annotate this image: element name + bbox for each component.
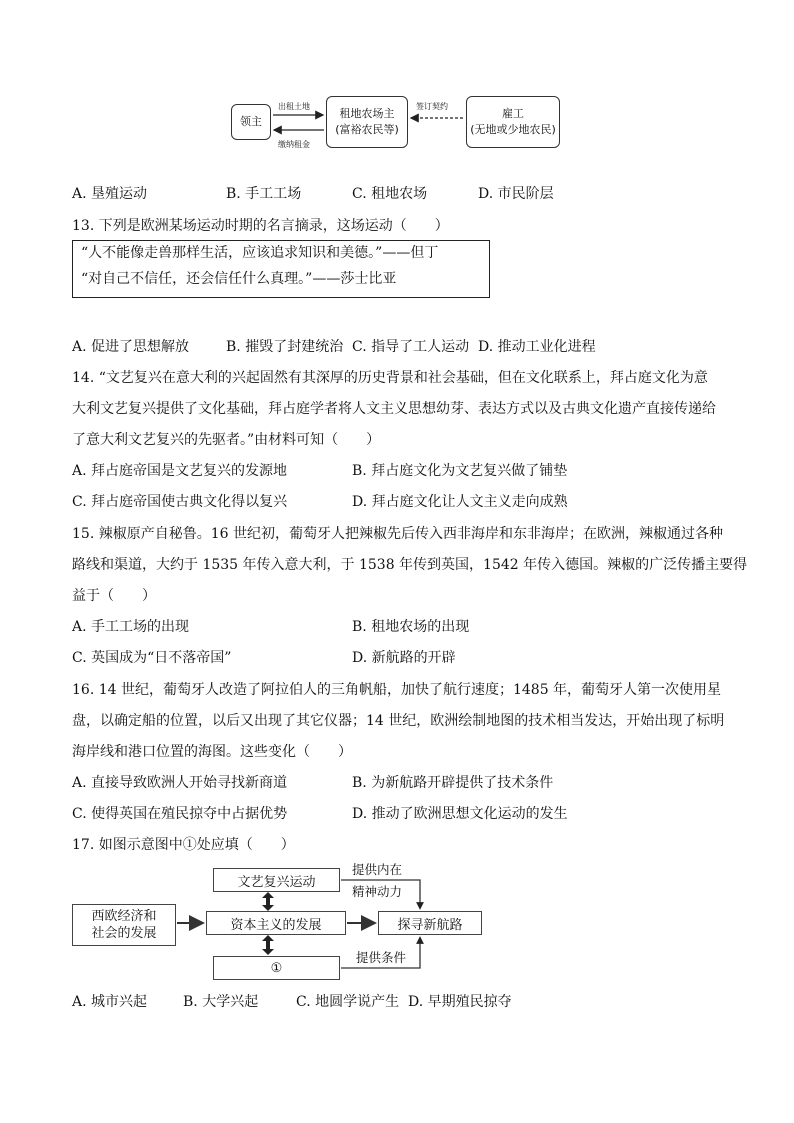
q15-line-2: 路线和渠道，大约于 1535 年传入意大利，于 1538 年传到英国，1542 年传入德国。辣椒的广泛传播主要得: [72, 557, 748, 573]
q13-option-a: A. 促进了思想解放: [72, 339, 190, 355]
farm-owner-sublabel: (富裕农民等): [335, 123, 399, 136]
q14-option-b: B. 拜占庭文化为文艺复兴做了铺垫: [352, 463, 568, 479]
q16-line-2: 盘，以确定船的位置，以后又出现了其它仪器；14 世纪，欧洲绘制地图的技术相当发达，开始出现了标明: [72, 713, 725, 729]
q17-option-d: D. 早期殖民掠夺: [408, 994, 512, 1010]
q14-line-1: 14. “文艺复兴在意大利的兴起固然有其深厚的历史背景和社会基础，但在文化联系上，拜占庭文化为意: [72, 370, 708, 386]
capitalism-label: 资本主义的发展: [230, 917, 322, 933]
renaissance-capitalism-down-arrow: [262, 905, 274, 911]
farm-owner-label: 租地农场主: [339, 107, 395, 120]
q14-option-a: A. 拜占庭帝国是文艺复兴的发源地: [72, 463, 288, 479]
q13-option-c: C. 指导了工人运动: [352, 339, 470, 355]
west-europe-label-2: 社会的发展: [91, 926, 157, 941]
q15-option-a: A. 手工工场的出现: [72, 619, 190, 635]
q15-option-b: B. 租地农场的出现: [352, 619, 470, 635]
q15-option-c: C. 英国成为“日不落帝国”: [72, 650, 232, 666]
renaissance-to-route-arrow: [341, 880, 420, 906]
q12-option-b: B. 手工工场: [226, 186, 302, 202]
q14-line-3: 了意大利文艺复兴的先驱者。”由材料可知（ ）: [72, 432, 381, 448]
new-route-label: 探寻新航路: [397, 917, 463, 933]
q16-option-a: A. 直接导致欧洲人开始寻找新商道: [72, 775, 288, 791]
pay-rent-label: 缴纳租金: [278, 140, 310, 149]
q17-option-b: B. 大学兴起: [183, 994, 259, 1010]
q16-option-c: C. 使得英国在殖民掠夺中占据优势: [72, 806, 288, 822]
q12-option-c: C. 租地农场: [352, 186, 428, 202]
lord-label: 领主: [240, 115, 262, 128]
q16-line-1: 16. 14 世纪，葡萄牙人改造了阿拉伯人的三角帆船，加快了航行速度；1485 年，葡萄牙人第一次使用星: [72, 682, 722, 698]
q17-stem: 17. 如图示意图中①处应填（ ）: [72, 837, 295, 853]
q14-option-d: D. 拜占庭文化让人文主义走向成熟: [352, 494, 568, 510]
laborer-label: 雇工: [502, 107, 524, 120]
rent-out-land-label: 出租土地: [278, 102, 310, 111]
provide-inner-label-1: 提供内在: [352, 862, 403, 877]
q13-option-b: B. 摧毁了封建统治: [226, 339, 344, 355]
q16-line-3: 海岸线和港口位置的海图。这些变化（ ）: [72, 744, 352, 760]
provide-conditions-label: 提供条件: [356, 950, 407, 965]
q13-option-d: D. 推动工业化进程: [478, 339, 596, 355]
blank-label: ①: [270, 960, 283, 976]
q15-option-d: D. 新航路的开辟: [352, 650, 456, 666]
q15-line-3: 益于（ ）: [72, 588, 156, 604]
q13-quote-2: “对自己不信任，还会信任什么真理。”——莎士比亚: [81, 271, 397, 287]
q13-quote-1: “人不能像走兽那样生活，应该追求知识和美德。”——但丁: [81, 245, 439, 261]
renaissance-capitalism-up-arrow: [262, 892, 274, 898]
q15-line-1: 15. 辣椒原产自秘鲁。16 世纪初，葡萄牙人把辣椒先后传入西非海岸和东非海岸；在欧洲，辣椒通过各种: [72, 526, 723, 542]
laborer-sublabel: (无地或少地农民): [470, 123, 556, 136]
sign-contract-label: 签订契约: [416, 102, 448, 111]
q14-line-2: 大利文艺复兴提供了文化基础，拜占庭学者将人文主义思想幼芽、表达方式以及古典文化遗产直接传递给: [72, 401, 716, 417]
q16-option-d: D. 推动了欧洲思想文化运动的发生: [352, 806, 568, 822]
q12-option-d: D. 市民阶层: [478, 186, 554, 202]
provide-inner-label-2: 精神动力: [352, 884, 403, 899]
q17-option-c: C. 地圆学说产生: [296, 994, 400, 1010]
capitalism-blank-up-arrow: [262, 935, 274, 941]
renaissance-label: 文艺复兴运动: [237, 874, 316, 890]
q12-option-a: A. 垦殖运动: [72, 186, 148, 202]
blank-to-route-arrow: [341, 940, 420, 968]
capitalism-blank-down-arrow: [262, 949, 274, 955]
q14-option-c: C. 拜占庭帝国使古典文化得以复兴: [72, 494, 288, 510]
q13-stem: 13. 下列是欧洲某场运动时期的名言摘录，这场运动（ ）: [72, 218, 449, 234]
west-europe-label-1: 西欧经济和: [91, 909, 157, 924]
q17-option-a: A. 城市兴起: [72, 994, 148, 1010]
q16-option-b: B. 为新航路开辟提供了技术条件: [352, 775, 554, 791]
